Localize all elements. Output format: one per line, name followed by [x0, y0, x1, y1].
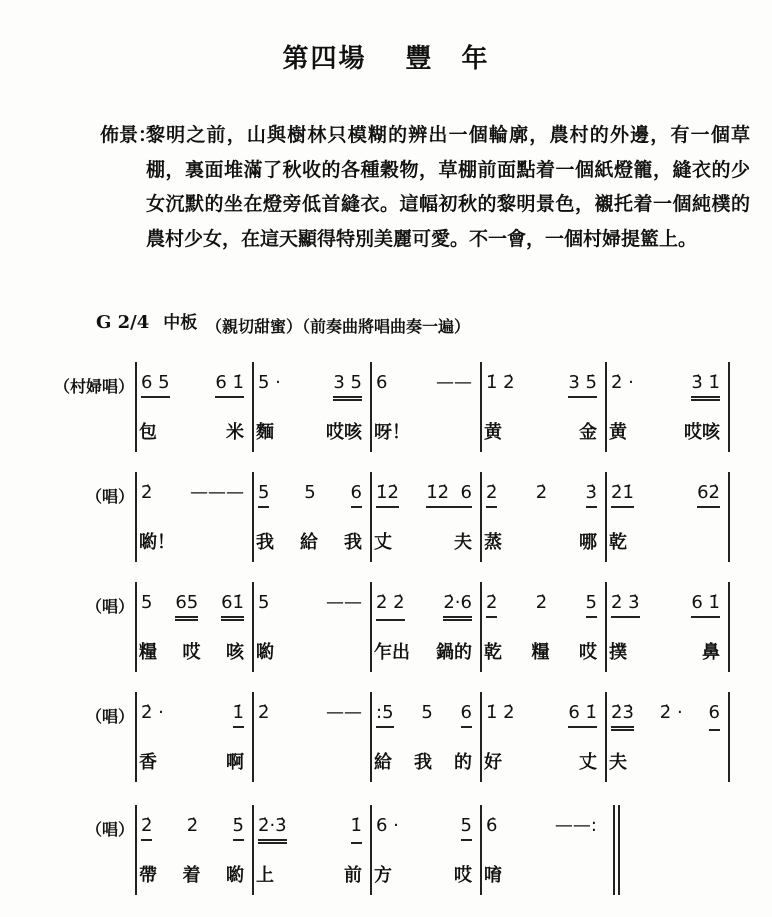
- measure: [135, 582, 252, 672]
- key-meter: G 2/4: [96, 312, 150, 333]
- lyric-syllable: 喲: [226, 865, 244, 886]
- note: 2̇: [141, 482, 153, 503]
- score-system: [0, 582, 772, 672]
- lyric-syllable: 丈: [374, 532, 392, 553]
- note: 2̇ 3̇: [611, 592, 640, 618]
- note: 2̇: [535, 592, 548, 613]
- lyrics: [374, 638, 472, 664]
- note: 6: [376, 372, 388, 393]
- measure: [252, 582, 370, 672]
- notes: [486, 702, 597, 728]
- scene-number: 第四場: [282, 44, 367, 74]
- measure: [135, 692, 252, 782]
- lyrics: [609, 638, 720, 664]
- lyric-syllable: 乍出: [374, 642, 410, 663]
- tempo-marking: 中板: [163, 313, 198, 333]
- measure: [480, 692, 605, 782]
- notes: [141, 372, 244, 398]
- lyric-syllable: 糧: [139, 642, 157, 663]
- lyric-syllable: 咳: [226, 642, 244, 663]
- note: 2̇: [535, 482, 548, 503]
- lyric-syllable: 上: [256, 865, 274, 886]
- notes: [376, 372, 472, 396]
- lyric-syllable: 的: [454, 752, 472, 773]
- lyrics: [139, 638, 244, 664]
- note: 5: [258, 482, 269, 508]
- note: 3̇: [586, 482, 597, 508]
- lyric-syllable: 唷: [484, 865, 502, 886]
- singer-label: （唱）: [85, 820, 134, 839]
- measure: [135, 805, 252, 895]
- note: 1̇2̇: [376, 482, 399, 508]
- measure: [252, 472, 370, 562]
- measure: [370, 362, 480, 452]
- lyrics: [139, 861, 244, 887]
- lyric-syllable: 丈: [579, 752, 597, 773]
- score-system: [0, 472, 772, 562]
- lyric-syllable: 米: [226, 422, 244, 443]
- note: 5: [461, 815, 472, 841]
- measure: [605, 362, 728, 452]
- lyric-syllable: 金: [579, 422, 597, 443]
- note: 6 1̇: [568, 702, 597, 728]
- lyrics: [139, 528, 244, 554]
- note: ——:: [554, 815, 597, 836]
- note: ——: [436, 372, 472, 393]
- lyrics: [609, 418, 720, 444]
- notes: [141, 702, 244, 728]
- notes: [376, 702, 472, 728]
- measure: [480, 582, 605, 672]
- note: 2̇ ·: [659, 702, 683, 723]
- lyrics: [256, 861, 362, 887]
- measure: [605, 692, 728, 782]
- lyric-syllable: 哎: [454, 865, 472, 886]
- notes: [376, 815, 472, 841]
- measure: [252, 692, 370, 782]
- note: ——: [326, 702, 362, 723]
- lyric-syllable: 給: [374, 752, 392, 773]
- lyrics: [374, 528, 472, 554]
- lyric-syllable: 包: [139, 422, 157, 443]
- lyric-syllable: 哪: [579, 532, 597, 553]
- note: 5: [421, 702, 433, 723]
- note: 2̇ 2̇: [376, 592, 405, 621]
- note: 3 5̇: [568, 372, 597, 398]
- lyric-syllable: 着: [182, 865, 201, 886]
- note: 2̇·3̇: [258, 815, 287, 844]
- lyric-syllable: 給: [300, 532, 318, 553]
- lyrics: [484, 748, 597, 774]
- lyrics: [484, 528, 597, 554]
- lyrics: [609, 528, 720, 554]
- lyric-syllable: 夫: [609, 752, 627, 773]
- note: 1̇2̇ 6: [426, 482, 472, 508]
- lyric-syllable: 蒸: [484, 532, 502, 553]
- notes: [258, 815, 362, 844]
- note: 6 1̇: [215, 372, 244, 398]
- lyric-syllable: 夫: [454, 532, 472, 553]
- singer-label: （唱）: [85, 707, 134, 726]
- notes: [611, 702, 720, 731]
- lyric-syllable: 方: [374, 865, 392, 886]
- lyric-syllable: 帶: [139, 865, 157, 886]
- note: 5: [586, 592, 597, 618]
- notes: [486, 592, 597, 618]
- barline: [728, 472, 730, 562]
- notes: [141, 815, 244, 841]
- note: ——: [326, 592, 362, 613]
- lyric-syllable: 哎咳: [684, 422, 720, 443]
- lyric-syllable: 喲: [256, 642, 274, 663]
- lyric-syllable: 香: [139, 752, 157, 773]
- measure: [605, 582, 728, 672]
- singer-label: （唱）: [85, 487, 134, 506]
- lyric-syllable: 哎: [182, 642, 201, 663]
- measure: [480, 362, 605, 452]
- notes: [141, 592, 244, 621]
- notes: [258, 372, 362, 401]
- lyric-syllable: 我: [414, 752, 432, 773]
- lyric-syllable: 啊: [226, 752, 244, 773]
- lyrics: [256, 418, 362, 444]
- barline: [728, 692, 730, 782]
- measure: [135, 472, 252, 562]
- lyric-syllable: 呀！: [374, 422, 410, 443]
- note: 6̇: [486, 815, 498, 836]
- note: ———: [190, 482, 244, 503]
- lyric-syllable: 乾: [484, 642, 502, 663]
- measure: [370, 692, 480, 782]
- note: 2̇1̇: [611, 482, 634, 508]
- note: 3̇ 1̇: [691, 372, 720, 401]
- lyric-syllable: 乾: [609, 532, 627, 553]
- note: 6 ·: [376, 815, 399, 836]
- notes: [258, 592, 362, 616]
- note: 1̇ 2̇: [486, 372, 515, 393]
- lyrics: [374, 748, 472, 774]
- note: 1̇: [351, 815, 362, 844]
- notes: [376, 592, 472, 621]
- note: 2̇: [486, 592, 497, 618]
- note: 5: [258, 592, 270, 613]
- description-text: 黎明之前，山與樹林只模糊的辨出一個輪廓，農村的外邊，有一個草棚，裏面堆滿了秋收的各種穀物，草棚前面點着一個紙燈籠，縫衣的少女沉默的坐在燈旁低首縫衣。這幅初秋的黎明景色，襯托着一個純樸的農村少女，在這天顯得特別美麗可愛。不一會，一個村婦提籃上。: [146, 124, 750, 250]
- scene-description: [100, 118, 750, 256]
- measure: [370, 805, 480, 895]
- barline: [728, 582, 730, 672]
- notes: [486, 815, 597, 839]
- notes: [258, 482, 362, 508]
- lyric-syllable: 我: [344, 532, 362, 553]
- lyric-syllable: 喲！: [139, 532, 175, 553]
- lyric-syllable: 鍋的: [436, 642, 472, 663]
- scene-name: 豐 年: [405, 44, 490, 74]
- lyrics: [609, 748, 720, 774]
- note: 6: [461, 702, 472, 728]
- notes: [486, 372, 597, 398]
- final-barline: [613, 805, 615, 895]
- lyric-syllable: 哎: [579, 642, 597, 663]
- measure: [370, 582, 480, 672]
- score-system: [0, 805, 772, 895]
- lyrics: [484, 638, 597, 664]
- lyric-syllable: 鼻: [702, 642, 720, 663]
- expression-marking: （親切甜蜜）（前奏曲將唱曲奏一遍）: [206, 317, 471, 336]
- notes: [141, 482, 244, 506]
- note: 65: [175, 592, 198, 621]
- singer-label: （村婦唱）: [53, 377, 134, 396]
- notes: [376, 482, 472, 508]
- notes: [486, 482, 597, 508]
- key-signature: [96, 308, 471, 336]
- notes: [611, 372, 720, 401]
- note: 2̇3̇: [611, 702, 634, 731]
- lyric-syllable: 前: [344, 865, 362, 886]
- lyric-syllable: 麵: [256, 422, 274, 443]
- lyrics: [374, 418, 472, 444]
- score-system: [0, 692, 772, 782]
- measure: [252, 805, 370, 895]
- note: 2̇: [258, 702, 270, 723]
- note: 2̇ ·: [141, 702, 164, 723]
- note: 62̇: [697, 482, 720, 508]
- lyric-syllable: 撲: [609, 642, 627, 663]
- lyric-syllable: 我: [256, 532, 274, 553]
- lyric-syllable: 黄: [609, 422, 627, 443]
- measure: [370, 472, 480, 562]
- measure: [252, 362, 370, 452]
- measure: [480, 805, 605, 895]
- notes: [611, 482, 720, 508]
- note: 61̇: [221, 592, 244, 621]
- barline: [728, 362, 730, 452]
- lyrics: [139, 418, 244, 444]
- lyrics: [484, 418, 597, 444]
- note: 2̇·6: [443, 592, 472, 621]
- singer-label: （唱）: [85, 597, 134, 616]
- note: 6 1̇: [691, 592, 720, 618]
- notes: [258, 702, 362, 726]
- note: 3 5: [333, 372, 362, 401]
- note: 2̇ ·: [611, 372, 634, 393]
- page-title: [0, 38, 772, 75]
- note: 1̇: [233, 702, 244, 728]
- notes: [611, 592, 720, 618]
- note: 6: [351, 482, 362, 508]
- note: 2̇: [141, 815, 152, 841]
- lyrics: [374, 861, 472, 887]
- lyric-syllable: 糧: [531, 642, 550, 663]
- note: 1̇ 2̇: [486, 702, 515, 723]
- note: 6: [709, 702, 720, 731]
- score-system: [0, 362, 772, 452]
- lyric-syllable: 黄: [484, 422, 502, 443]
- measure: [605, 472, 728, 562]
- note: 5̇: [233, 815, 244, 841]
- lyrics: [139, 748, 244, 774]
- measure: [480, 472, 605, 562]
- note: :5: [376, 702, 394, 728]
- lyric-syllable: 好: [484, 752, 502, 773]
- note: 2̇: [186, 815, 199, 836]
- lyrics: [256, 528, 362, 554]
- note: 2̇: [486, 482, 497, 508]
- note: 6 5: [141, 372, 170, 398]
- note: 5: [304, 482, 316, 503]
- lyrics: [484, 861, 597, 887]
- note: 5 ·: [258, 372, 281, 393]
- note: 5: [141, 592, 153, 613]
- lyric-syllable: 哎咳: [326, 422, 362, 443]
- lyrics: [256, 638, 362, 664]
- measure: [135, 362, 252, 452]
- description-label: 佈景：: [100, 124, 158, 146]
